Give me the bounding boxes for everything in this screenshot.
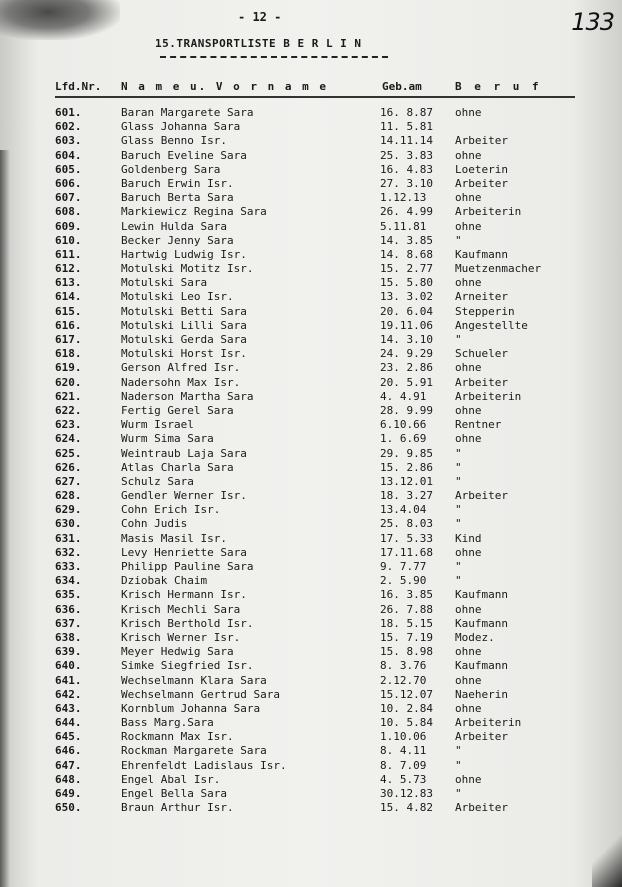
row-name: Motulski Motitz Isr. <box>121 262 254 276</box>
row-occupation: Rentner <box>455 418 502 432</box>
row-birthdate: 14. 3.10 <box>380 333 433 346</box>
row-name: Gerson Alfred Isr. <box>121 361 241 375</box>
table-row <box>0 220 622 234</box>
document-title: 15.TRANSPORTLISTE B E R L I N <box>155 37 362 50</box>
row-birthdate: 18. 3.27 <box>380 489 433 503</box>
row-name: Baruch Eveline Sara <box>121 148 247 162</box>
table-row <box>0 787 622 801</box>
row-birthdate: 24. 9.29 <box>380 347 433 361</box>
row-name: Nadersohn Max Isr. <box>121 375 241 389</box>
row-number: 641. <box>55 673 82 687</box>
table-row <box>0 418 622 432</box>
row-occupation: ohne <box>455 545 482 559</box>
row-name: Motulski Gerda Sara <box>121 333 247 346</box>
row-number: 603. <box>55 134 82 148</box>
row-birthdate: 13.12.01 <box>380 474 433 488</box>
table-row <box>0 588 622 602</box>
row-name: Becker Jenny Sara <box>121 233 234 247</box>
row-occupation: ohne <box>455 219 482 233</box>
row-name: Atlas Charla Sara <box>121 460 234 474</box>
row-name: Weintraub Laja Sara <box>121 446 247 460</box>
row-birthdate: 15. 4.82 <box>380 801 433 815</box>
row-number: 612. <box>55 262 82 276</box>
row-birthdate: 13.4.04 <box>380 503 427 517</box>
row-number: 623. <box>55 418 82 432</box>
row-occupation: Schueler <box>455 347 508 361</box>
row-birthdate: 20. 5.91 <box>380 375 433 389</box>
row-number: 649. <box>55 787 82 800</box>
handwritten-folio-number: 133 <box>571 8 614 36</box>
table-row <box>0 432 622 446</box>
table-row <box>0 390 622 404</box>
row-occupation: Loeterin <box>455 162 508 176</box>
row-birthdate: 16. 8.87 <box>380 106 433 119</box>
row-birthdate: 15. 7.19 <box>380 630 433 644</box>
row-birthdate: 25. 3.83 <box>380 148 433 162</box>
row-number: 621. <box>55 389 82 403</box>
row-name: Markiewicz Regina Sara <box>121 205 267 219</box>
row-name: Motulski Sara <box>121 276 208 290</box>
table-row <box>0 475 622 489</box>
row-number: 627. <box>55 474 82 488</box>
table-row <box>0 645 622 659</box>
row-occupation: Arbeiterin <box>455 205 522 219</box>
row-name: Krisch Hermann Isr. <box>121 588 247 602</box>
row-name: Engel Bella Sara <box>121 787 227 800</box>
row-birthdate: 11. 5.81 <box>380 120 433 134</box>
table-row <box>0 773 622 787</box>
row-number: 650. <box>55 801 82 815</box>
row-number: 647. <box>55 758 82 772</box>
row-birthdate: 10. 2.84 <box>380 701 433 715</box>
table-row <box>0 361 622 375</box>
row-occupation: Arbeiter <box>455 176 508 190</box>
row-birthdate: 15. 8.98 <box>380 645 433 659</box>
table-row <box>0 517 622 531</box>
row-number: 614. <box>55 290 82 304</box>
row-birthdate: 9. 7.77 <box>380 560 427 573</box>
row-name: Krisch Mechli Sara <box>121 602 241 616</box>
row-birthdate: 26. 7.88 <box>380 602 433 616</box>
row-number: 607. <box>55 191 82 205</box>
row-birthdate: 27. 3.10 <box>380 176 433 190</box>
row-number: 619. <box>55 361 82 375</box>
row-occupation: " <box>455 446 462 460</box>
row-occupation: ohne <box>455 276 482 290</box>
row-number: 613. <box>55 276 82 290</box>
row-name: Ehrenfeldt Ladislaus Isr. <box>121 758 287 772</box>
row-birthdate: 1. 6.69 <box>380 432 427 446</box>
table-row <box>0 234 622 248</box>
row-birthdate: 16. 4.83 <box>380 162 433 176</box>
row-name: Gendler Werner Isr. <box>121 489 247 503</box>
row-birthdate: 2. 5.90 <box>380 574 427 588</box>
table-header <box>55 80 575 96</box>
table-row <box>0 376 622 390</box>
row-occupation: Modez. <box>455 630 495 644</box>
row-number: 631. <box>55 531 82 545</box>
row-number: 617. <box>55 333 82 346</box>
row-number: 605. <box>55 162 82 176</box>
table-row <box>0 759 622 773</box>
row-occupation: " <box>455 460 462 474</box>
table-row <box>0 702 622 716</box>
row-occupation: " <box>455 333 462 346</box>
row-name: Schulz Sara <box>121 474 194 488</box>
row-birthdate: 8. 4.11 <box>380 744 427 758</box>
row-name: Cohn Judis <box>121 517 188 531</box>
table-row <box>0 404 622 418</box>
table-row <box>0 603 622 617</box>
row-number: 616. <box>55 318 82 332</box>
row-birthdate: 2.12.70 <box>380 673 427 687</box>
table-row <box>0 149 622 163</box>
row-occupation: Kind <box>455 531 482 545</box>
row-occupation: ohne <box>455 432 482 446</box>
row-name: Rockman Margarete Sara <box>121 744 267 758</box>
row-number: 608. <box>55 205 82 219</box>
row-name: Fertig Gerel Sara <box>121 403 234 417</box>
column-header-nr: Lfd.Nr. <box>55 80 102 93</box>
row-number: 646. <box>55 744 82 758</box>
row-birthdate: 10. 5.84 <box>380 716 433 730</box>
row-name: Baruch Erwin Isr. <box>121 176 234 190</box>
table-row <box>0 333 622 347</box>
table-row <box>0 447 622 461</box>
row-name: Naderson Martha Sara <box>121 389 254 403</box>
row-occupation: Stepperin <box>455 304 515 318</box>
row-number: 609. <box>55 219 82 233</box>
row-occupation: " <box>455 517 462 531</box>
table-row <box>0 262 622 276</box>
row-name: Bass Marg.Sara <box>121 716 214 730</box>
row-number: 633. <box>55 560 82 573</box>
row-occupation: ohne <box>455 106 482 119</box>
table-row <box>0 163 622 177</box>
row-number: 635. <box>55 588 82 602</box>
row-occupation: " <box>455 560 462 573</box>
table-row <box>0 347 622 361</box>
table-row <box>0 205 622 219</box>
row-occupation: Arbeiter <box>455 134 508 148</box>
row-name: Wurm Sima Sara <box>121 432 214 446</box>
table-row <box>0 617 622 631</box>
row-occupation: Arbeiter <box>455 375 508 389</box>
row-number: 601. <box>55 106 82 119</box>
table-row <box>0 716 622 730</box>
row-birthdate: 13. 3.02 <box>380 290 433 304</box>
table-row <box>0 177 622 191</box>
table-row <box>0 120 622 134</box>
table-row <box>0 532 622 546</box>
row-number: 639. <box>55 645 82 659</box>
row-name: Kornblum Johanna Sara <box>121 701 261 715</box>
row-number: 610. <box>55 233 82 247</box>
row-number: 606. <box>55 176 82 190</box>
row-name: Motulski Horst Isr. <box>121 347 247 361</box>
column-header-birthdate: Geb.am <box>382 80 422 93</box>
row-number: 624. <box>55 432 82 446</box>
row-birthdate: 8. 7.09 <box>380 758 427 772</box>
row-birthdate: 15. 2.77 <box>380 262 433 276</box>
table-row <box>0 801 622 815</box>
row-occupation: " <box>455 503 462 517</box>
table-row <box>0 106 622 120</box>
row-name: Wechselmann Klara Sara <box>121 673 267 687</box>
row-name: Braun Arthur Isr. <box>121 801 234 815</box>
row-occupation: ohne <box>455 701 482 715</box>
table-row <box>0 248 622 262</box>
row-number: 620. <box>55 375 82 389</box>
row-name: Motulski Betti Sara <box>121 304 247 318</box>
row-number: 637. <box>55 616 82 630</box>
row-number: 644. <box>55 716 82 730</box>
row-occupation: Kaufmann <box>455 616 508 630</box>
row-occupation: ohne <box>455 602 482 616</box>
row-number: 636. <box>55 602 82 616</box>
row-occupation: ohne <box>455 361 482 375</box>
row-number: 632. <box>55 545 82 559</box>
row-number: 626. <box>55 460 82 474</box>
row-occupation: " <box>455 474 462 488</box>
row-birthdate: 29. 9.85 <box>380 446 433 460</box>
page-number: - 12 - <box>238 10 282 24</box>
row-birthdate: 5.11.81 <box>380 219 427 233</box>
row-occupation: " <box>455 574 462 588</box>
row-occupation: Arbeiter <box>455 801 508 815</box>
row-name: Cohn Erich Isr. <box>121 503 221 517</box>
row-birthdate: 18. 5.15 <box>380 616 433 630</box>
row-occupation: Angestellte <box>455 318 528 332</box>
row-name: Levy Henriette Sara <box>121 545 247 559</box>
table-row <box>0 674 622 688</box>
row-birthdate: 17. 5.33 <box>380 531 433 545</box>
table-row <box>0 461 622 475</box>
row-name: Baruch Berta Sara <box>121 191 234 205</box>
table-row <box>0 631 622 645</box>
table-row <box>0 744 622 758</box>
row-name: Motulski Leo Isr. <box>121 290 234 304</box>
table-row <box>0 503 622 517</box>
row-number: 642. <box>55 687 82 701</box>
row-name: Krisch Werner Isr. <box>121 630 241 644</box>
row-name: Meyer Hedwig Sara <box>121 645 234 659</box>
row-birthdate: 16. 3.85 <box>380 588 433 602</box>
row-number: 634. <box>55 574 82 588</box>
row-number: 604. <box>55 148 82 162</box>
row-occupation: Kaufmann <box>455 247 508 261</box>
row-occupation: Kaufmann <box>455 659 508 673</box>
row-occupation: ohne <box>455 148 482 162</box>
row-number: 638. <box>55 630 82 644</box>
row-occupation: Muetzenmacher <box>455 262 542 276</box>
row-name: Krisch Berthold Isr. <box>121 616 254 630</box>
table-row <box>0 688 622 702</box>
column-header-occupation: B e r u f <box>455 80 542 93</box>
row-birthdate: 20. 6.04 <box>380 304 433 318</box>
row-birthdate: 17.11.68 <box>380 545 433 559</box>
row-number: 602. <box>55 120 82 134</box>
table-row <box>0 290 622 304</box>
row-number: 611. <box>55 247 82 261</box>
row-occupation: Arbeiter <box>455 730 508 744</box>
row-birthdate: 28. 9.99 <box>380 403 433 417</box>
header-rule <box>55 96 575 98</box>
ink-blot <box>0 0 120 40</box>
table-row <box>0 134 622 148</box>
row-number: 640. <box>55 659 82 673</box>
row-name: Philipp Pauline Sara <box>121 560 254 573</box>
row-birthdate: 19.11.06 <box>380 318 433 332</box>
row-number: 622. <box>55 403 82 417</box>
row-occupation: ohne <box>455 403 482 417</box>
row-birthdate: 14. 3.85 <box>380 233 433 247</box>
row-name: Dziobak Chaim <box>121 574 208 588</box>
row-occupation: Arbeiterin <box>455 389 522 403</box>
row-name: Engel Abal Isr. <box>121 772 221 786</box>
row-birthdate: 25. 8.03 <box>380 517 433 531</box>
row-name: Baran Margarete Sara <box>121 106 254 119</box>
row-number: 615. <box>55 304 82 318</box>
table-row <box>0 276 622 290</box>
title-underline <box>160 56 388 58</box>
row-birthdate: 15. 2.86 <box>380 460 433 474</box>
table-row <box>0 305 622 319</box>
row-name: Simke Siegfried Isr. <box>121 659 254 673</box>
row-name: Glass Benno Isr. <box>121 134 227 148</box>
row-occupation: Arbeiter <box>455 489 508 503</box>
table-body <box>0 106 622 815</box>
row-birthdate: 23. 2.86 <box>380 361 433 375</box>
table-row <box>0 319 622 333</box>
row-occupation: " <box>455 744 462 758</box>
row-occupation: ohne <box>455 673 482 687</box>
row-occupation: ohne <box>455 191 482 205</box>
row-name: Motulski Lilli Sara <box>121 318 247 332</box>
table-row <box>0 546 622 560</box>
row-birthdate: 14. 8.68 <box>380 247 433 261</box>
row-occupation: " <box>455 233 462 247</box>
row-occupation: " <box>455 787 462 800</box>
row-name: Lewin Hulda Sara <box>121 219 227 233</box>
table-row <box>0 730 622 744</box>
row-birthdate: 15.12.07 <box>380 687 433 701</box>
row-occupation: Kaufmann <box>455 588 508 602</box>
row-birthdate: 1.12.13 <box>380 191 427 205</box>
torn-corner <box>592 827 622 887</box>
table-row <box>0 560 622 574</box>
row-number: 628. <box>55 489 82 503</box>
row-number: 629. <box>55 503 82 517</box>
table-row <box>0 659 622 673</box>
row-number: 618. <box>55 347 82 361</box>
row-number: 625. <box>55 446 82 460</box>
row-number: 648. <box>55 772 82 786</box>
table-row <box>0 574 622 588</box>
row-name: Glass Johanna Sara <box>121 120 241 134</box>
row-name: Wurm Israel <box>121 418 194 432</box>
row-birthdate: 26. 4.99 <box>380 205 433 219</box>
table-row <box>0 191 622 205</box>
row-occupation: Arbeiterin <box>455 716 522 730</box>
row-birthdate: 14.11.14 <box>380 134 433 148</box>
row-name: Hartwig Ludwig Isr. <box>121 247 247 261</box>
row-birthdate: 1.10.06 <box>380 730 427 744</box>
row-occupation: Naeherin <box>455 687 508 701</box>
column-header-name: N a m e u. V o r n a m e <box>121 80 328 93</box>
row-number: 630. <box>55 517 82 531</box>
row-name: Rockmann Max Isr. <box>121 730 234 744</box>
row-number: 643. <box>55 701 82 715</box>
row-birthdate: 4. 5.73 <box>380 772 427 786</box>
row-name: Masis Masil Isr. <box>121 531 227 545</box>
row-name: Wechselmann Gertrud Sara <box>121 687 280 701</box>
table-row <box>0 489 622 503</box>
row-occupation: " <box>455 758 462 772</box>
row-birthdate: 4. 4.91 <box>380 389 427 403</box>
row-birthdate: 30.12.83 <box>380 787 433 800</box>
row-birthdate: 15. 5.80 <box>380 276 433 290</box>
row-name: Goldenberg Sara <box>121 162 221 176</box>
row-birthdate: 8. 3.76 <box>380 659 427 673</box>
row-occupation: Arneiter <box>455 290 508 304</box>
row-occupation: ohne <box>455 772 482 786</box>
row-occupation: ohne <box>455 645 482 659</box>
row-birthdate: 6.10.66 <box>380 418 427 432</box>
row-number: 645. <box>55 730 82 744</box>
